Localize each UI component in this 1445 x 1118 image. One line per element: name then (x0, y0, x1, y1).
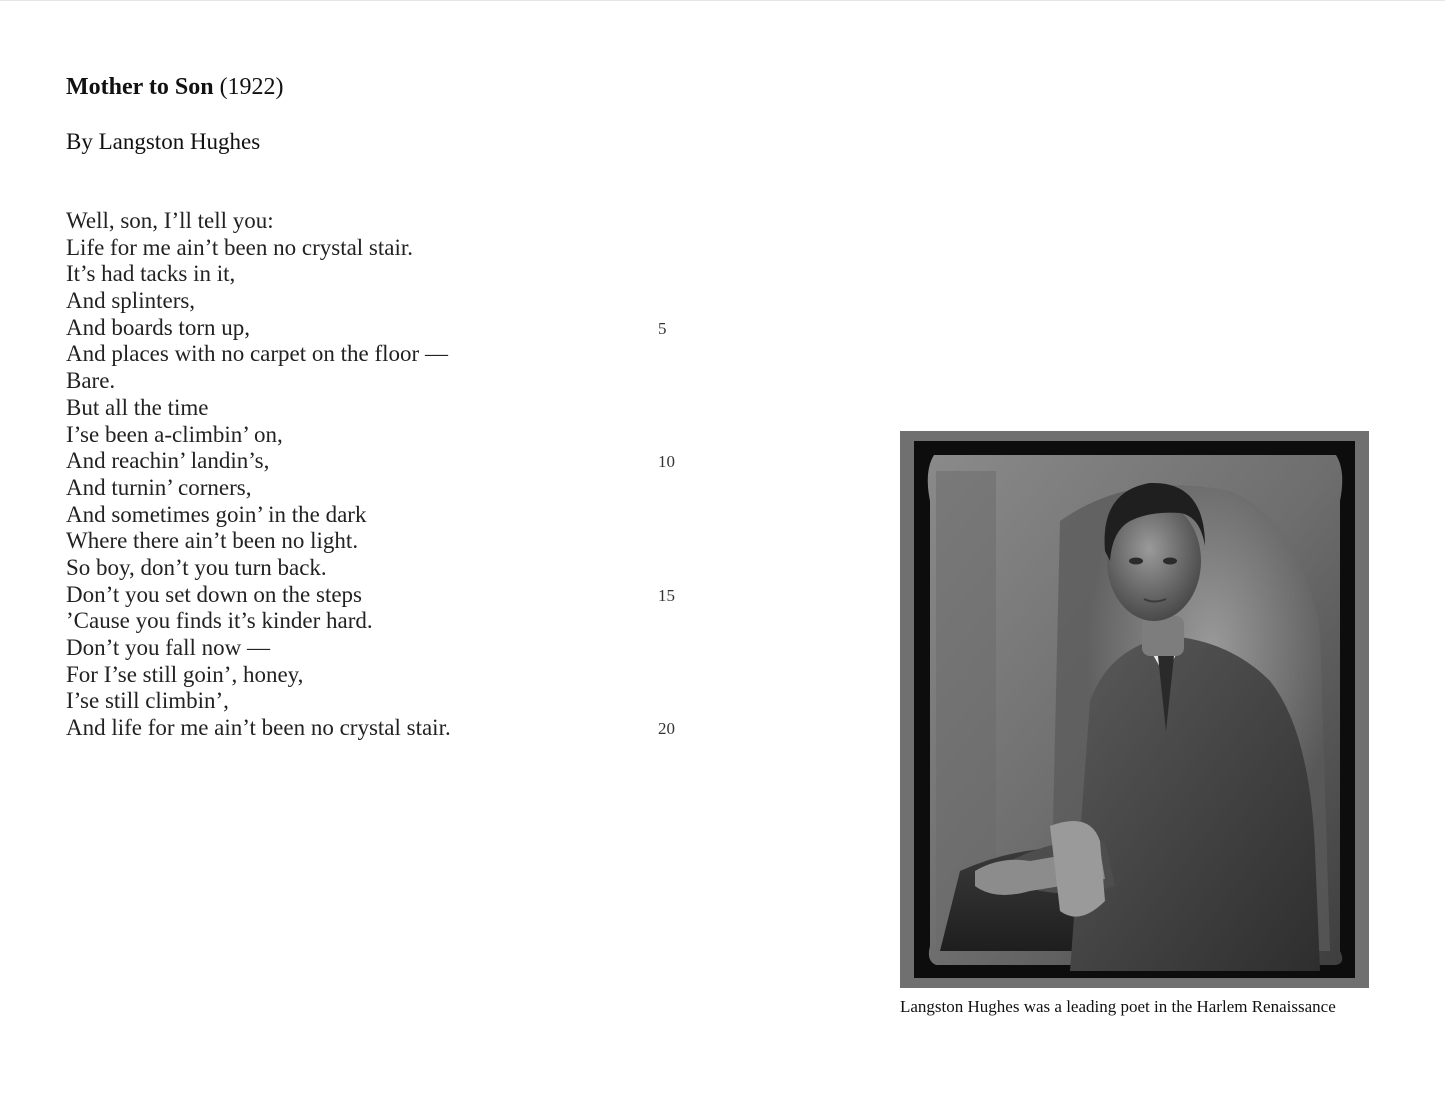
line-number: 10 (658, 452, 675, 472)
line-number: 20 (658, 719, 675, 739)
poem-line-text: And turnin’ corners, (66, 474, 252, 500)
poem-line (66, 315, 706, 342)
portrait-image (900, 431, 1369, 988)
poem-line-text: Where there ain’t been no light. (66, 528, 359, 554)
poem-line (66, 341, 706, 368)
poem-title-text: Mother to Son (66, 74, 214, 100)
poem-line (66, 582, 706, 609)
poem-line-text: Don’t you fall now — (66, 635, 271, 660)
line-number: 15 (658, 585, 675, 605)
poem-year: (1922) (219, 74, 284, 100)
poem-line (66, 608, 706, 635)
poem-line (66, 555, 706, 582)
poem-line-text: Well, son, I’ll tell you: (66, 208, 274, 233)
poem-line (66, 662, 706, 689)
poem-line-text: But all the time (66, 394, 209, 420)
poem-line-text: For I’se still goin’, honey, (66, 661, 304, 687)
poem-body (66, 208, 706, 742)
poem-line-text: So boy, don’t you turn back. (66, 554, 327, 580)
poem-line-text: And life for me ain’t been no crystal stair. (66, 715, 451, 741)
poem-line-text: And places with no carpet on the floor — (66, 341, 448, 367)
poem-title (66, 72, 284, 102)
author-portrait (900, 431, 1369, 988)
poem-line-text: I’se been a-climbin’ on, (66, 421, 283, 447)
poem-line-text: And sometimes goin’ in the dark (66, 501, 367, 527)
poem-line (66, 395, 706, 422)
poem-line-text: And boards torn up, (66, 314, 250, 340)
poem-line (66, 208, 706, 235)
top-divider (0, 0, 1445, 1)
poem-line-text: Bare. (66, 368, 116, 394)
line-number: 5 (658, 318, 667, 338)
poem-line (66, 688, 706, 715)
poem-line (66, 235, 706, 262)
poem-author: By Langston Hughes (66, 129, 261, 154)
poem-line (66, 635, 706, 662)
poem-line-text: Life for me ain’t been no crystal stair. (66, 234, 414, 260)
poem-line-text: And splinters, (66, 288, 196, 314)
poem-line-text: ’Cause you finds it’s kinder hard. (66, 608, 373, 634)
poem-line (66, 422, 706, 449)
poem-line (66, 288, 706, 315)
poem-line-text: Don’t you set down on the steps (66, 581, 363, 607)
poem-line (66, 502, 706, 529)
poem-line-text: It’s had tacks in it, (66, 261, 236, 287)
poem-line-text: And reachin’ landin’s, (66, 448, 270, 474)
portrait-caption: Langston Hughes was a leading poet in the Harlem Renaissance (900, 997, 1336, 1016)
poem-line-text: I’se still climbin’, (66, 688, 229, 714)
poem-line (66, 368, 706, 395)
poem-line (66, 261, 706, 288)
poem-line (66, 475, 706, 502)
poem-line (66, 448, 706, 475)
poem-line (66, 528, 706, 555)
poem-line (66, 715, 706, 742)
